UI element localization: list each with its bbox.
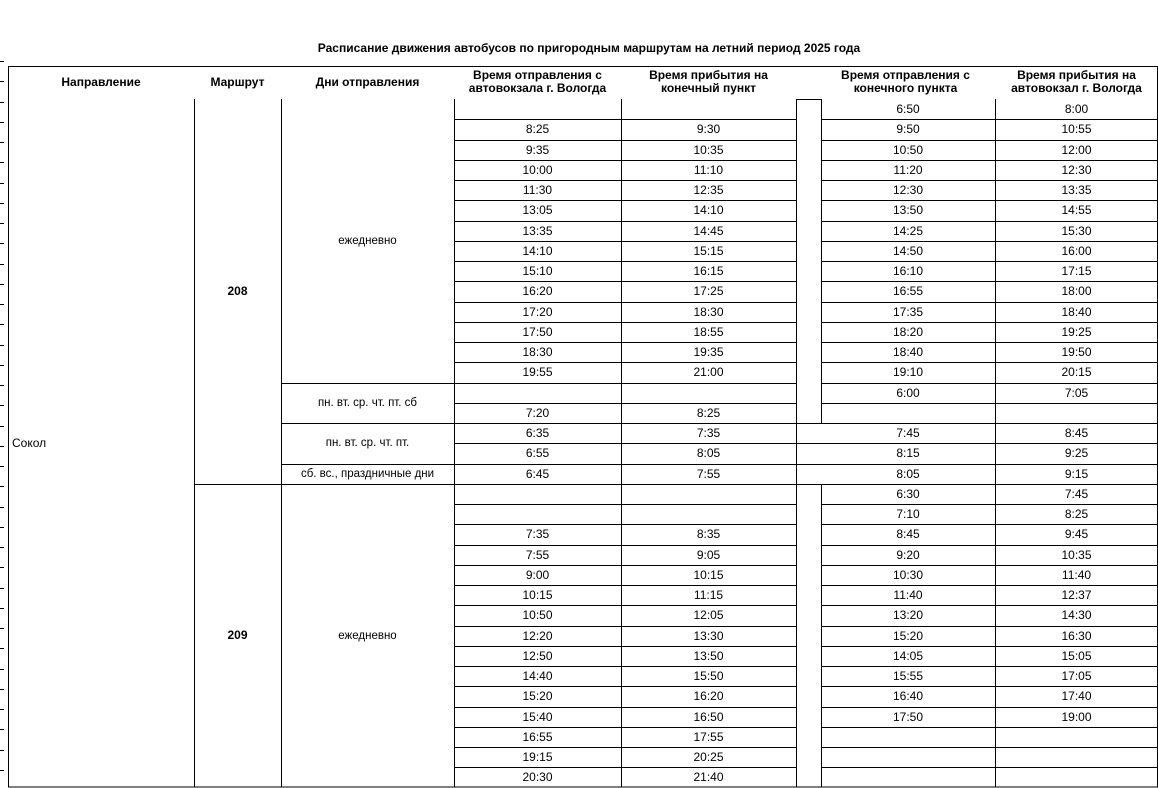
time-cell: 20:30 — [522, 770, 553, 785]
time-cell: 10:35 — [1061, 547, 1092, 562]
time-cell: 15:10 — [522, 264, 553, 278]
time-cell: 13:05 — [522, 203, 553, 218]
time-cell: 11:40 — [1061, 567, 1092, 582]
time-cell: 12:35 — [693, 183, 724, 197]
time-cell: 8:00 — [1064, 102, 1089, 116]
time-cell: 18:00 — [1061, 284, 1092, 299]
time-cell: 17:50 — [892, 709, 924, 724]
header-arr-vologda: Время прибытия на автовокзал г. Вологда — [1011, 68, 1142, 95]
time-cell: 15:20 — [892, 628, 924, 643]
time-cell: 20:25 — [693, 750, 724, 764]
time-cell: 11:20 — [893, 162, 923, 177]
time-cell: 16:30 — [1061, 628, 1092, 643]
time-cell: 6:50 — [896, 102, 920, 116]
time-cell: 20:15 — [1061, 365, 1092, 380]
time-cell: 17:15 — [1061, 264, 1092, 278]
time-cell: 12:30 — [892, 183, 924, 197]
time-cell: 19:35 — [693, 345, 724, 359]
time-cell: 14:25 — [892, 223, 924, 238]
time-cell: 17:55 — [693, 729, 724, 744]
time-cell: 16:55 — [892, 284, 924, 299]
time-cell: 21:40 — [693, 770, 724, 785]
time-cell: 15:40 — [522, 709, 553, 724]
time-cell: 16:40 — [892, 689, 924, 704]
time-cell: 14:05 — [892, 648, 924, 663]
time-cell: 16:15 — [693, 264, 724, 278]
time-cell: 18:30 — [693, 304, 724, 319]
time-cell: 11:40 — [893, 588, 923, 602]
time-cell: 9:50 — [896, 122, 920, 137]
time-cell: 19:25 — [1061, 324, 1092, 339]
time-cell: 14:45 — [693, 223, 724, 238]
time-cell: 9:05 — [696, 547, 721, 562]
time-cell: 9:20 — [896, 547, 920, 562]
time-cell: 16:20 — [693, 689, 724, 704]
time-cell: 10:30 — [892, 567, 924, 582]
time-cell: 21:00 — [693, 365, 724, 380]
time-cell: 16:00 — [1061, 243, 1092, 258]
time-cell: 16:20 — [522, 284, 553, 299]
time-cell: 15:15 — [693, 243, 724, 258]
time-cell: 12:05 — [693, 608, 724, 623]
time-cell: 6:55 — [525, 446, 550, 461]
time-cell: 7:10 — [896, 507, 920, 521]
days-cell: пн. вт. ср. чт. пт. — [325, 437, 410, 450]
time-cell: 14:10 — [522, 243, 553, 258]
days-cell: пн. вт. ср. чт. пт. сб — [317, 396, 418, 409]
time-cell: 14:40 — [522, 669, 553, 683]
time-cell: 12:37 — [1061, 588, 1092, 602]
time-cell: 10:55 — [1061, 122, 1092, 137]
time-cell: 10:50 — [522, 608, 553, 623]
time-cell: 8:25 — [525, 122, 550, 137]
time-cell: 10:15 — [693, 567, 724, 582]
header-dep-vologda: Время отправления с автовокзала г. Вологда — [468, 68, 607, 95]
time-cell: 16:55 — [522, 729, 553, 744]
time-cell: 15:50 — [693, 669, 724, 683]
time-cell: 15:05 — [1061, 648, 1092, 663]
time-cell: 6:00 — [896, 385, 920, 400]
time-cell: 11:15 — [693, 588, 724, 602]
time-cell: 9:15 — [1064, 466, 1089, 481]
time-cell: 19:55 — [522, 365, 553, 380]
header-direction: Направление — [61, 75, 141, 89]
time-cell: 13:35 — [1061, 183, 1092, 197]
time-cell: 7:35 — [525, 527, 550, 542]
time-cell: 17:05 — [1061, 669, 1092, 683]
header-route: Маршрут — [210, 75, 265, 89]
time-cell: 14:55 — [1061, 203, 1092, 218]
time-cell: 10:15 — [522, 588, 553, 602]
time-cell: 14:10 — [693, 203, 724, 218]
time-cell: 13:30 — [693, 628, 724, 643]
time-cell: 10:00 — [522, 162, 553, 177]
days-cell: сб. вс., праздничные дни — [300, 467, 435, 480]
header-dep-terminal: Время отправления с конечного пункта — [841, 68, 970, 95]
time-cell: 10:35 — [693, 142, 724, 157]
time-cell: 12:00 — [1061, 142, 1092, 157]
time-cell: 16:10 — [892, 264, 924, 278]
time-cell: 7:45 — [1064, 486, 1089, 501]
time-cell: 13:20 — [892, 608, 924, 623]
time-cell: 11:10 — [693, 162, 724, 177]
time-cell: 14:50 — [892, 243, 924, 258]
days-cell: ежедневно — [338, 234, 397, 247]
route-number: 208 — [227, 283, 248, 298]
time-cell: 19:00 — [1061, 709, 1092, 724]
time-cell: 18:40 — [892, 345, 924, 359]
time-cell: 17:20 — [522, 304, 553, 319]
time-cell: 18:20 — [892, 324, 924, 339]
time-cell: 11:30 — [522, 183, 553, 197]
time-cell: 6:45 — [525, 466, 550, 481]
time-cell: 8:25 — [696, 405, 721, 420]
time-cell: 13:50 — [892, 203, 924, 218]
time-cell: 19:15 — [522, 750, 553, 764]
time-cell: 9:35 — [525, 142, 550, 157]
time-cell: 7:55 — [696, 466, 721, 481]
route-number: 209 — [227, 628, 248, 643]
time-cell: 13:35 — [522, 223, 553, 238]
time-cell: 17:25 — [693, 284, 724, 299]
time-cell: 15:20 — [522, 689, 553, 704]
time-cell: 7:05 — [1064, 385, 1089, 400]
days-cell: ежедневно — [338, 629, 397, 642]
time-cell: 9:30 — [696, 122, 721, 137]
time-cell: 9:25 — [1064, 446, 1089, 461]
time-cell: 13:50 — [693, 648, 724, 663]
time-cell: 16:50 — [693, 709, 724, 724]
time-cell: 9:00 — [525, 567, 550, 582]
time-cell: 19:10 — [892, 365, 924, 380]
time-cell: 18:40 — [1061, 304, 1092, 319]
time-cell: 17:40 — [1061, 689, 1092, 704]
time-cell: 6:30 — [896, 486, 920, 501]
time-cell: 17:50 — [522, 324, 553, 339]
time-cell: 7:45 — [896, 426, 920, 440]
time-cell: 8:05 — [696, 446, 721, 461]
time-cell: 15:55 — [892, 669, 924, 683]
time-cell: 6:35 — [525, 426, 550, 440]
time-cell: 7:55 — [525, 547, 550, 562]
header-days: Дни отправления — [315, 75, 420, 89]
time-cell: 14:30 — [1061, 608, 1092, 623]
time-cell: 7:20 — [525, 405, 550, 420]
page-title: Расписание движения автобусов по пригородным маршрутам на летний период 2025 года — [317, 41, 861, 55]
time-cell: 19:50 — [1061, 345, 1092, 359]
time-cell: 8:35 — [696, 527, 721, 542]
time-cell: 9:45 — [1064, 527, 1089, 542]
time-cell: 8:45 — [896, 527, 920, 542]
time-cell: 15:30 — [1061, 223, 1092, 238]
time-cell: 18:55 — [693, 324, 724, 339]
time-cell: 12:50 — [522, 648, 553, 663]
direction-cell: Сокол — [12, 436, 47, 450]
time-cell: 8:15 — [896, 446, 920, 461]
time-cell: 18:30 — [522, 345, 553, 359]
time-cell: 8:25 — [1064, 507, 1089, 521]
time-cell: 8:05 — [896, 466, 920, 481]
time-cell: 12:20 — [522, 628, 553, 643]
header-arr-terminal: Время прибытия на конечный пункт — [649, 68, 768, 95]
time-cell: 17:35 — [892, 304, 924, 319]
time-cell: 7:35 — [696, 426, 721, 440]
time-cell: 12:30 — [1061, 162, 1092, 177]
time-cell: 8:45 — [1064, 426, 1089, 440]
time-cell: 10:50 — [892, 142, 924, 157]
